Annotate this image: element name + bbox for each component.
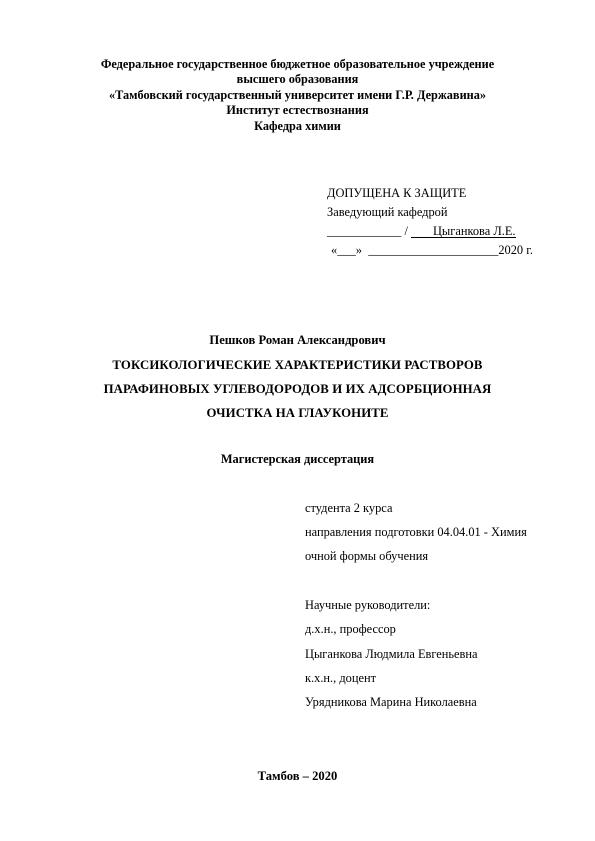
date-year: 2020 г.: [498, 243, 533, 257]
thesis-title-line-3: ОЧИСТКА НА ГЛАУКОНИТЕ: [206, 406, 389, 420]
signature-separator: /: [401, 224, 411, 238]
city-year: Тамбов – 2020: [257, 769, 338, 783]
date-open-quote: «: [331, 243, 338, 257]
date-close-quote: »: [355, 243, 362, 257]
approval-title: ДОПУЩЕНА К ЗАЩИТЕ: [327, 186, 467, 200]
supervisors-heading: Научные руководители:: [305, 598, 431, 612]
header-university-name: «Тамбовский государственный университет имени Г.Р. Державина»: [108, 88, 487, 102]
supervisor-1-title: д.х.н., профессор: [305, 622, 396, 636]
date-day-blank: ___: [337, 243, 356, 257]
header-department: Кафедра химии: [254, 119, 341, 133]
header-institution-type: Федеральное государственное бюджетное образовательное учреждение: [100, 57, 495, 71]
signature-blank: ____________: [327, 224, 402, 238]
author-name: Пешков Роман Александрович: [209, 333, 386, 347]
header-institute: Институт естествознания: [226, 103, 369, 117]
student-program: направления подготовки 04.04.01 - Химия: [305, 525, 527, 539]
student-course: студента 2 курса: [305, 501, 393, 515]
degree-type: Магистерская диссертация: [220, 452, 375, 466]
thesis-title-line-2: ПАРАФИНОВЫХ УГЛЕВОДОРОДОВ И ИХ АДСОРБЦИОННАЯ: [103, 382, 492, 396]
supervisor-1-name: Цыганкова Людмила Евгеньевна: [305, 647, 478, 661]
date-month-blank: _____________________: [368, 243, 499, 257]
approval-role: Заведующий кафедрой: [327, 205, 448, 219]
header-education-level: высшего образования: [236, 72, 359, 86]
head-of-department-name: Цыганкова Л.Е.: [411, 225, 516, 238]
approval-signature-line: [327, 224, 516, 239]
approval-date-line: [331, 243, 533, 258]
supervisor-2-name: Урядникова Марина Николаевна: [305, 695, 477, 709]
supervisor-2-title: к.х.н., доцент: [305, 671, 377, 685]
student-study-form: очной формы обучения: [305, 549, 429, 563]
thesis-title-line-1: ТОКСИКОЛОГИЧЕСКИЕ ХАРАКТЕРИСТИКИ РАСТВОРОВ: [112, 358, 483, 372]
